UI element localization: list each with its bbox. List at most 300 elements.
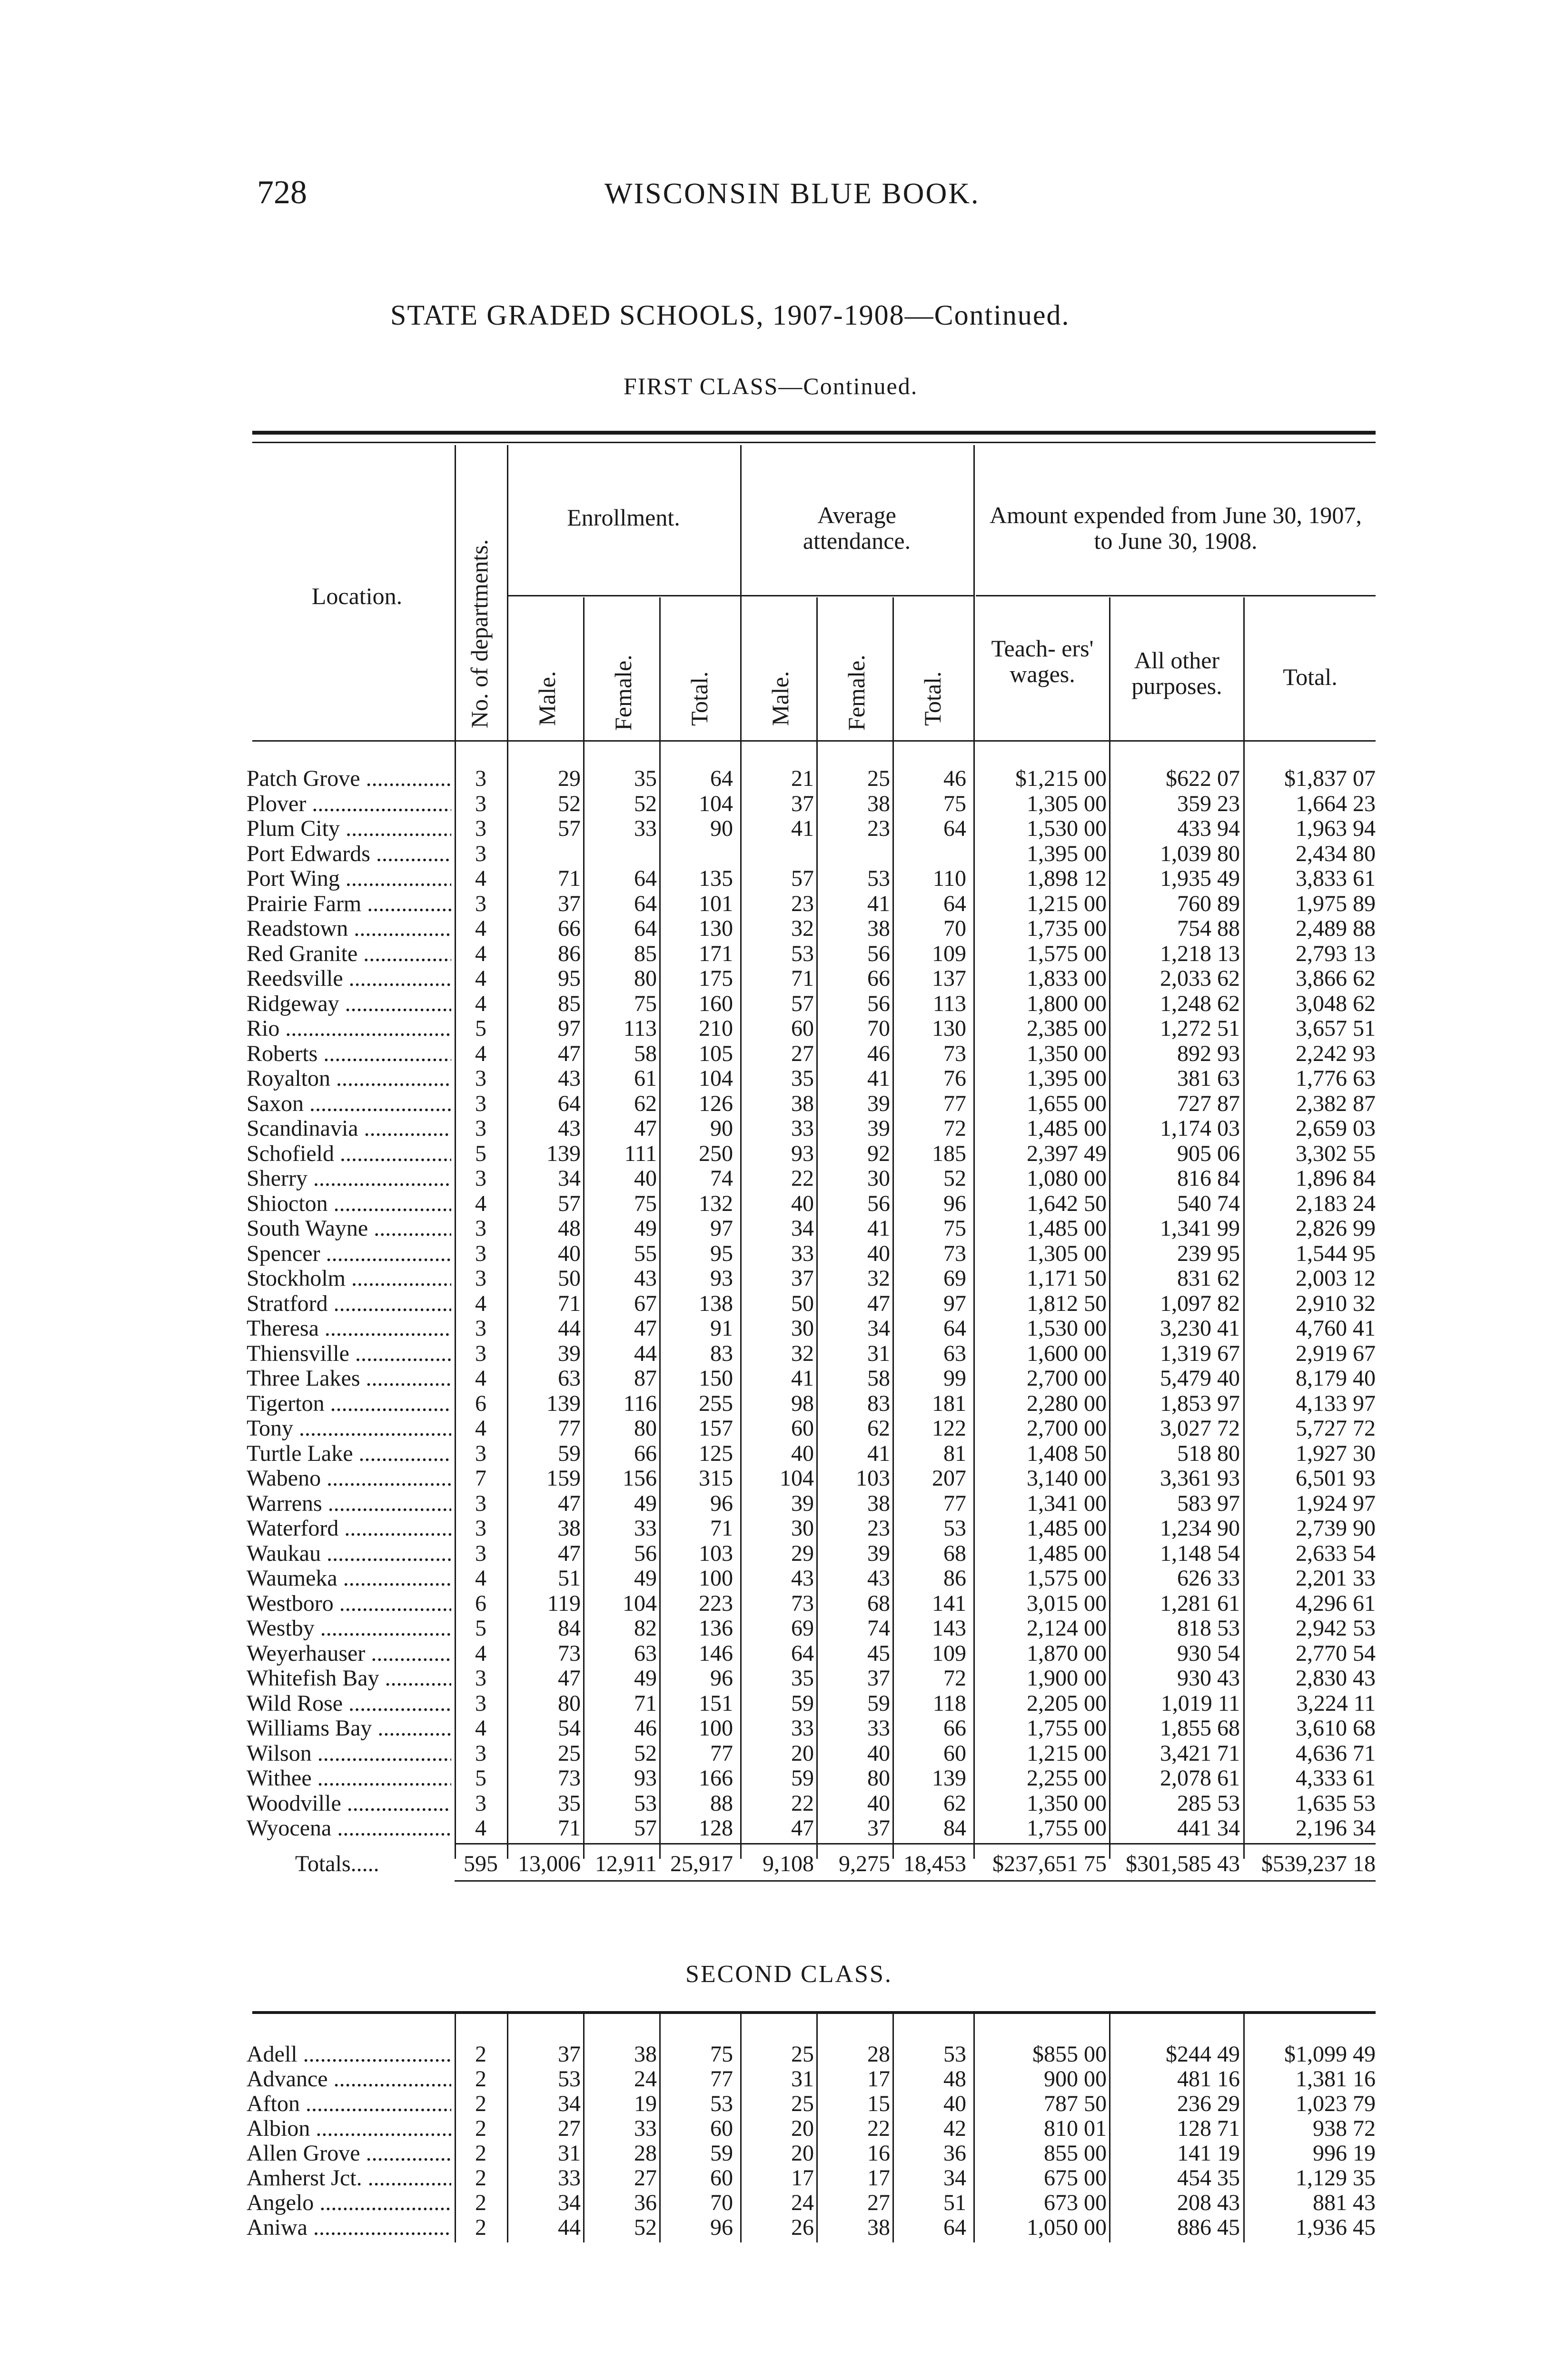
cell-attend-total: 75 [943,791,966,816]
col-line [455,445,456,1859]
cell-departments: 4 [475,1640,486,1666]
cell-attend-total: 139 [932,1765,966,1791]
header-location: Location. [311,583,403,609]
cell-location: Schofield ..... [247,1141,451,1166]
cell-teachers-wages: 1,833 00 [1027,966,1107,991]
totals-enroll-female: 12,911 [595,1851,657,1876]
cell-departments: 3 [475,1116,486,1141]
cell-departments: 3 [475,1340,486,1366]
cell-teachers-wages: 1,755 00 [1027,1815,1107,1841]
cell-location: Theresa ..... [247,1316,451,1341]
cell-all-other: 381 63 [1177,1066,1240,1091]
cell-departments: 4 [475,1566,486,1591]
cell-location: Albion ..... [247,2116,451,2141]
totals-attend-male: 9,108 [763,1851,814,1876]
cell-teachers-wages: 675 00 [1044,2165,1107,2191]
cell-departments: 4 [475,866,486,891]
cell-location: Weyerhauser ..... [247,1641,451,1666]
cell-attend-female: 40 [867,1790,890,1816]
cell-all-other: 3,361 93 [1160,1466,1240,1491]
cell-teachers-wages: 1,600 00 [1027,1340,1107,1366]
cell-enroll-male: 34 [558,2190,581,2215]
cell-location: Woodville ..... [247,1791,451,1816]
cell-enroll-female: 113 [623,1016,657,1041]
cell-all-other: 3,027 72 [1160,1416,1240,1441]
cell-departments: 3 [475,841,486,866]
cell-attend-total: 63 [943,1340,966,1366]
cell-amount-total: 1,924 97 [1296,1490,1376,1516]
col-line [740,2014,742,2242]
cell-amount-total: 2,183 24 [1296,1190,1376,1216]
cell-departments: 3 [475,791,486,816]
cell-departments: 3 [475,1066,486,1091]
cell-enroll-female: 19 [634,2091,657,2116]
cell-enroll-total: 315 [699,1466,733,1491]
cell-enroll-male: 97 [558,1016,581,1041]
cell-attend-female: 68 [867,1590,890,1616]
cell-attend-total: 113 [932,991,966,1016]
cell-attend-male: 71 [791,966,814,991]
cell-amount-total: 5,727 72 [1296,1416,1376,1441]
cell-teachers-wages: 1,215 00 [1027,1740,1107,1766]
cell-teachers-wages: 1,870 00 [1027,1640,1107,1666]
header-amount-total: Total. [1283,664,1338,690]
cell-amount-total: 2,659 03 [1296,1116,1376,1141]
cell-location: Rio ..... [247,1016,451,1041]
cell-attend-female: 58 [867,1366,890,1391]
cell-teachers-wages: 1,530 00 [1027,816,1107,841]
cell-location: Adell ..... [247,2042,451,2067]
cell-teachers-wages: 1,171 50 [1027,1266,1107,1291]
cell-amount-total: 3,866 62 [1296,966,1376,991]
cell-attend-total: 64 [943,2215,966,2240]
cell-enroll-male: 80 [558,1690,581,1716]
col-line [659,597,661,1859]
cell-all-other: 2,033 62 [1160,966,1240,991]
cell-all-other: 1,248 62 [1160,991,1240,1016]
cell-enroll-female: 80 [634,966,657,991]
cell-attend-male: 50 [791,1290,814,1316]
cell-departments: 2 [475,2141,486,2166]
cell-enroll-male: 71 [558,866,581,891]
col-line [507,445,508,1859]
cell-attend-total: 77 [943,1091,966,1116]
cell-attend-total: 51 [943,2190,966,2215]
cell-departments: 2 [475,2091,486,2116]
col-line [1243,2014,1245,2242]
cell-attend-male: 33 [791,1116,814,1141]
cell-all-other: 1,019 11 [1160,1690,1240,1716]
cell-departments: 4 [475,1716,486,1741]
cell-attend-male: 57 [791,866,814,891]
cell-location: Plover ..... [247,792,451,816]
cell-attend-total: 46 [943,766,966,791]
cell-all-other: 3,421 71 [1160,1740,1240,1766]
cell-attend-total: 130 [932,1016,966,1041]
cell-amount-total: 1,975 89 [1296,891,1376,916]
col-line [583,2014,585,2242]
cell-all-other: 540 74 [1177,1190,1240,1216]
cell-enroll-total: 100 [699,1566,733,1591]
cell-enroll-female: 116 [623,1390,657,1416]
cell-teachers-wages: 1,485 00 [1027,1216,1107,1241]
cell-teachers-wages: 1,305 00 [1027,1240,1107,1266]
cell-enroll-female: 43 [634,1266,657,1291]
cell-enroll-male: 53 [558,2066,581,2092]
cell-all-other: 1,341 99 [1160,1216,1240,1241]
cell-enroll-female: 46 [634,1716,657,1741]
cell-teachers-wages: 1,305 00 [1027,791,1107,816]
cell-departments: 7 [475,1466,486,1491]
cell-teachers-wages: 2,700 00 [1027,1416,1107,1441]
cell-amount-total: 2,910 32 [1296,1290,1376,1316]
cell-teachers-wages: 1,655 00 [1027,1091,1107,1116]
cell-amount-total: 2,919 67 [1296,1340,1376,1366]
cell-enroll-total: 91 [710,1316,733,1341]
cell-amount-total: 3,610 68 [1296,1716,1376,1741]
cell-enroll-male: 44 [558,1316,581,1341]
second-class-title: SECOND CLASS. [685,1961,892,1988]
cell-amount-total: 4,636 71 [1296,1740,1376,1766]
cell-attend-male: 37 [791,791,814,816]
cell-amount-total: 4,760 41 [1296,1316,1376,1341]
cell-enroll-male: 34 [558,1166,581,1191]
cell-amount-total: 6,501 93 [1296,1466,1376,1491]
cell-all-other: 831 62 [1177,1266,1240,1291]
cell-all-other: 239 95 [1177,1240,1240,1266]
cell-teachers-wages: 1,735 00 [1027,916,1107,941]
cell-departments: 4 [475,916,486,941]
cell-enroll-male: 37 [558,891,581,916]
cell-departments: 5 [475,1765,486,1791]
header-bottom-rule [252,740,1376,742]
cell-location: Turtle Lake ..... [247,1441,451,1466]
col-line [973,2014,975,2242]
cell-attend-male: 41 [791,816,814,841]
cell-departments: 5 [475,1616,486,1641]
cell-all-other: 359 23 [1177,791,1240,816]
cell-amount-total: 938 72 [1313,2116,1376,2141]
cell-teachers-wages: 2,280 00 [1027,1390,1107,1416]
cell-teachers-wages: 1,408 50 [1027,1440,1107,1466]
cell-all-other: 1,853 97 [1160,1390,1240,1416]
header-subrule-enrollment [507,595,740,596]
cell-teachers-wages: 3,015 00 [1027,1590,1107,1616]
cell-enroll-male: 35 [558,1790,581,1816]
cell-all-other: 518 80 [1177,1440,1240,1466]
cell-enroll-female: 52 [634,1740,657,1766]
totals-rule [455,1843,1376,1844]
cell-enroll-female: 44 [634,1340,657,1366]
cell-departments: 2 [475,2116,486,2141]
cell-departments: 5 [475,1016,486,1041]
cell-all-other: 1,148 54 [1160,1540,1240,1566]
cell-enroll-male: 54 [558,1716,581,1741]
cell-attend-total: 110 [932,866,966,891]
cell-attend-total: 48 [943,2066,966,2092]
cell-teachers-wages: 1,485 00 [1027,1540,1107,1566]
cell-enroll-male: 31 [558,2141,581,2166]
cell-attend-male: 60 [791,1016,814,1041]
cell-teachers-wages: 2,205 00 [1027,1690,1107,1716]
cell-enroll-female: 52 [634,2215,657,2240]
cell-enroll-total: 95 [710,1240,733,1266]
cell-all-other: 1,855 68 [1160,1716,1240,1741]
cell-teachers-wages: 1,755 00 [1027,1716,1107,1741]
cell-attend-male: 21 [791,766,814,791]
cell-location: Aniwa ..... [247,2215,451,2240]
cell-attend-male: 22 [791,1166,814,1191]
cell-enroll-male: 38 [558,1516,581,1541]
cell-teachers-wages: 1,395 00 [1027,841,1107,866]
cell-departments: 4 [475,1290,486,1316]
cell-attend-total: 64 [943,891,966,916]
cell-enroll-total: 96 [710,2215,733,2240]
cell-enroll-total: 210 [699,1016,733,1041]
totals-teachers-wages: $237,651 75 [992,1851,1107,1876]
cell-enroll-female: 40 [634,1166,657,1191]
cell-departments: 2 [475,2190,486,2215]
cell-departments: 4 [475,1041,486,1066]
cell-attend-male: 34 [791,1216,814,1241]
cell-enroll-total: 90 [710,816,733,841]
cell-enroll-total: 105 [699,1041,733,1066]
cell-attend-total: 60 [943,1740,966,1766]
cell-attend-total: 84 [943,1815,966,1841]
table-subtitle: FIRST CLASS—Continued. [624,373,918,399]
cell-enroll-male: 159 [546,1466,581,1491]
cell-all-other: 626 33 [1177,1566,1240,1591]
header-avg-total: Total. [919,671,946,726]
cell-enroll-female: 33 [634,2116,657,2141]
cell-attend-male: 38 [791,1091,814,1116]
cell-amount-total: 2,434 80 [1296,841,1376,866]
cell-enroll-female: 24 [634,2066,657,2092]
cell-enroll-total: 126 [699,1091,733,1116]
cell-enroll-female: 57 [634,1815,657,1841]
cell-amount-total: 1,963 94 [1296,816,1376,841]
totals-enroll-total: 25,917 [670,1851,733,1876]
cell-attend-female: 38 [867,1490,890,1516]
cell-location: Amherst Jct. ..... [247,2166,451,2191]
cell-attend-total: 64 [943,1316,966,1341]
col-line [1109,597,1110,1859]
cell-enroll-total: 175 [699,966,733,991]
cell-location: Scandinavia ..... [247,1116,451,1141]
cell-attend-male: 37 [791,1266,814,1291]
cell-attend-female: 32 [867,1266,890,1291]
cell-amount-total: 3,224 11 [1296,1690,1376,1716]
cell-attend-female: 74 [867,1616,890,1641]
cell-attend-female: 92 [867,1140,890,1166]
cell-location: Whitefish Bay ..... [247,1666,451,1691]
cell-amount-total: $1,837 07 [1284,766,1376,791]
col-line [816,597,818,1859]
cell-departments: 4 [475,1416,486,1441]
cell-enroll-male: 27 [558,2116,581,2141]
cell-attend-female: 39 [867,1540,890,1566]
cell-amount-total: 996 19 [1313,2141,1376,2166]
cell-enroll-total: 136 [699,1616,733,1641]
cell-attend-male: 23 [791,891,814,916]
cell-enroll-total: 255 [699,1390,733,1416]
cell-attend-female: 41 [867,1216,890,1241]
cell-attend-total: 62 [943,1790,966,1816]
cell-departments: 3 [475,1690,486,1716]
cell-departments: 4 [475,941,486,966]
cell-departments: 3 [475,1540,486,1566]
cell-attend-male: 60 [791,1416,814,1441]
cell-enroll-female: 63 [634,1640,657,1666]
cell-enroll-total: 104 [699,1066,733,1091]
header-all-other-purposes: All other purposes. [1131,647,1222,699]
cell-amount-total: 3,833 61 [1296,866,1376,891]
cell-attend-female: 38 [867,791,890,816]
top-rule [252,431,1376,435]
cell-enroll-male: 47 [558,1041,581,1066]
cell-attend-female: 56 [867,941,890,966]
cell-enroll-female: 66 [634,1440,657,1466]
cell-teachers-wages: 2,397 49 [1027,1140,1107,1166]
cell-teachers-wages: 2,385 00 [1027,1016,1107,1041]
cell-all-other: 433 94 [1177,816,1240,841]
totals-bottom-rule [455,1880,1376,1882]
cell-departments: 3 [475,1216,486,1241]
cell-attend-male: 26 [791,2215,814,2240]
cell-attend-total: 77 [943,1490,966,1516]
cell-enroll-female: 47 [634,1116,657,1141]
cell-all-other: 141 19 [1177,2141,1240,2166]
cell-departments: 3 [475,816,486,841]
cell-attend-female: 17 [867,2066,890,2092]
cell-teachers-wages: 810 01 [1044,2116,1107,2141]
cell-location: Reedsville ..... [247,966,451,991]
cell-all-other: 816 84 [1177,1166,1240,1191]
cell-location: Port Wing ..... [247,866,451,891]
cell-attend-male: 69 [791,1616,814,1641]
cell-teachers-wages: 1,575 00 [1027,1566,1107,1591]
cell-enroll-female: 47 [634,1316,657,1341]
cell-all-other: 1,097 82 [1160,1290,1240,1316]
cell-attend-total: 97 [943,1290,966,1316]
cell-attend-male: 43 [791,1566,814,1591]
cell-location: Allen Grove ..... [247,2141,451,2166]
cell-amount-total: 881 43 [1313,2190,1376,2215]
cell-location: Royalton ..... [247,1066,451,1091]
cell-enroll-male: 47 [558,1540,581,1566]
cell-enroll-total: 103 [699,1540,733,1566]
cell-all-other: 818 53 [1177,1616,1240,1641]
cell-attend-female: 56 [867,991,890,1016]
cell-enroll-total: 130 [699,916,733,941]
cell-attend-total: 207 [932,1466,966,1491]
cell-departments: 2 [475,2215,486,2240]
header-female: Female. [610,654,636,731]
cell-location: Wabeno ..... [247,1466,451,1491]
cell-location: Wild Rose ..... [247,1691,451,1716]
cell-attend-total: 181 [932,1390,966,1416]
cell-attend-total: 86 [943,1566,966,1591]
cell-enroll-female: 67 [634,1290,657,1316]
cell-all-other: 930 43 [1177,1666,1240,1691]
cell-enroll-male: 52 [558,791,581,816]
cell-amount-total: 3,657 51 [1296,1016,1376,1041]
cell-enroll-total: 157 [699,1416,733,1441]
cell-attend-male: 59 [791,1690,814,1716]
cell-location: Ridgeway ..... [247,992,451,1016]
cell-enroll-female: 49 [634,1490,657,1516]
cell-departments: 3 [475,1740,486,1766]
cell-enroll-total: 138 [699,1290,733,1316]
cell-departments: 3 [475,1091,486,1116]
cell-attend-male: 33 [791,1240,814,1266]
cell-departments: 3 [475,766,486,791]
cell-attend-female: 41 [867,891,890,916]
cell-attend-total: 109 [932,1640,966,1666]
cell-attend-total: 66 [943,1716,966,1741]
cell-amount-total: 2,003 12 [1296,1266,1376,1291]
totals-all-other: $301,585 43 [1126,1851,1240,1876]
cell-enroll-female: 82 [634,1616,657,1641]
cell-teachers-wages: 1,800 00 [1027,991,1107,1016]
cell-teachers-wages: 1,215 00 [1027,891,1107,916]
col-line [583,597,585,1859]
cell-amount-total: 8,179 40 [1296,1366,1376,1391]
cell-attend-female: 53 [867,866,890,891]
cell-departments: 3 [475,1666,486,1691]
cell-location: Westby ..... [247,1616,451,1641]
cell-departments: 3 [475,1316,486,1341]
cell-attend-female: 40 [867,1740,890,1766]
cell-enroll-female: 49 [634,1216,657,1241]
cell-enroll-male: 77 [558,1416,581,1441]
cell-enroll-total: 53 [710,2091,733,2116]
cell-location: Waukau ..... [247,1541,451,1566]
cell-amount-total: 4,333 61 [1296,1765,1376,1791]
cell-all-other: 3,230 41 [1160,1316,1240,1341]
cell-amount-total: 1,936 45 [1296,2215,1376,2240]
cell-amount-total: 3,048 62 [1296,991,1376,1016]
cell-all-other: 208 43 [1177,2190,1240,2215]
cell-location: Thiensville ..... [247,1341,451,1366]
cell-all-other: 2,078 61 [1160,1765,1240,1791]
header-amount-expended: Amount expended from June 30, 1907, to June 30, 1908. [990,502,1362,554]
cell-amount-total: 1,635 53 [1296,1790,1376,1816]
header-subrule-attendance [740,595,973,596]
cell-departments: 3 [475,1790,486,1816]
cell-attend-male: 20 [791,1740,814,1766]
cell-all-other: 1,174 03 [1160,1116,1240,1141]
cell-all-other: 905 06 [1177,1140,1240,1166]
cell-amount-total: 2,770 54 [1296,1640,1376,1666]
cell-amount-total: 1,927 30 [1296,1440,1376,1466]
cell-attend-male: 104 [780,1466,814,1491]
cell-enroll-total: 77 [710,1740,733,1766]
cell-enroll-male: 43 [558,1066,581,1091]
cell-teachers-wages: 1,350 00 [1027,1041,1107,1066]
cell-departments: 6 [475,1390,486,1416]
cell-attend-male: 40 [791,1190,814,1216]
cell-enroll-male: 50 [558,1266,581,1291]
cell-enroll-female: 80 [634,1416,657,1441]
cell-attend-female: 37 [867,1666,890,1691]
cell-teachers-wages: 1,485 00 [1027,1116,1107,1141]
cell-departments: 6 [475,1590,486,1616]
cell-teachers-wages: 2,255 00 [1027,1765,1107,1791]
cell-attend-male: 17 [791,2165,814,2191]
totals-amount-total: $539,237 18 [1261,1851,1376,1876]
cell-enroll-male: 71 [558,1815,581,1841]
